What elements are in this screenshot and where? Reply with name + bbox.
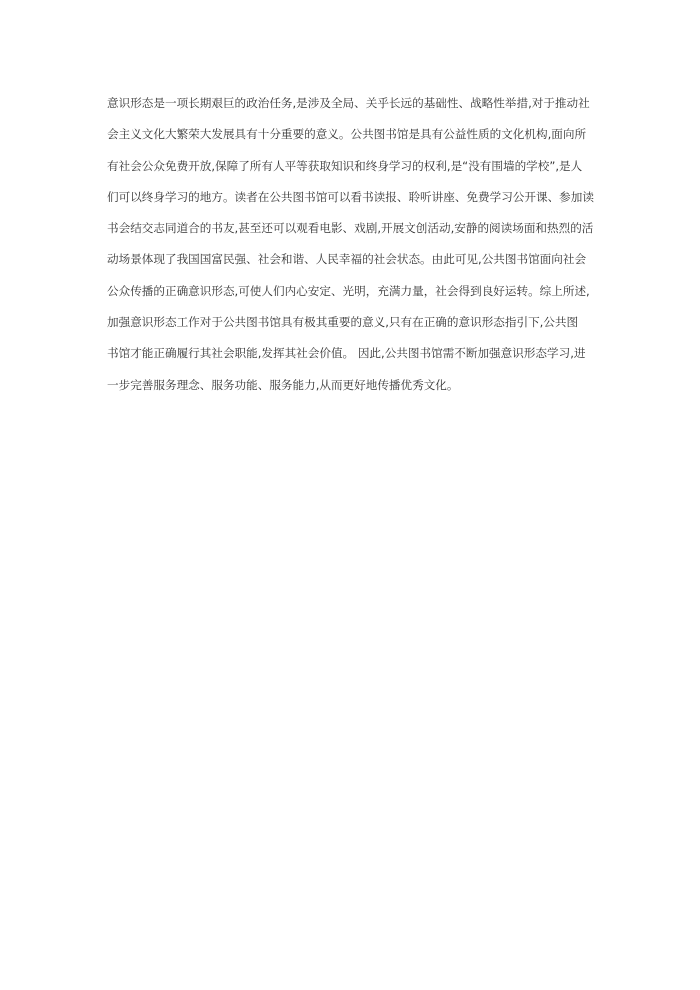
paragraph-line: 们可以终身学习的地方。读者在公共图书馆可以看书读报、聆听讲座、免费学习公开课、参加读 bbox=[107, 189, 594, 204]
paragraph-line: 会主义文化大繁荣大发展具有十分重要的意义。公共图书馆是具有公益性质的文化机构,面向所 bbox=[107, 127, 587, 142]
paragraph-line: 意识形态是一项长期艰巨的政治任务,是涉及全局、关乎长远的基础性、战略性举措,对于推动社 bbox=[107, 96, 590, 110]
paragraph-line: 书馆才能正确履行其社会职能,发挥其社会价值。 因此,公共图书馆需不断加强意识形态学习,进 bbox=[107, 346, 586, 361]
paragraph-line: 书会结交志同道合的书友,甚至还可以观看电影、戏剧,开展文创活动,安静的阅读场面和热烈的活 bbox=[107, 221, 594, 236]
paragraph-line: 有社会公众免费开放,保障了所有人平等获取知识和终身学习的权利,是“没有围墙的学校”,是人 bbox=[107, 158, 583, 173]
paragraph-line: 公众传播的正确意识形态,可使人们内心安定、光明，充满力量，社会得到良好运转。综上所述, bbox=[107, 283, 590, 298]
body-paragraph bbox=[107, 88, 597, 401]
paragraph-line: 动场景体现了我国国富民强、社会和谐、人民幸福的社会状态。由此可见,公共图书馆面向社会 bbox=[107, 252, 587, 267]
paragraph-line: 加强意识形态工作对于公共图书馆具有极其重要的意义,只有在正确的意识形态指引下,公共图 bbox=[107, 315, 579, 330]
paragraph-line: 一步完善服务理念、服务功能、服务能力,从而更好地传播优秀文化。 bbox=[107, 377, 459, 392]
